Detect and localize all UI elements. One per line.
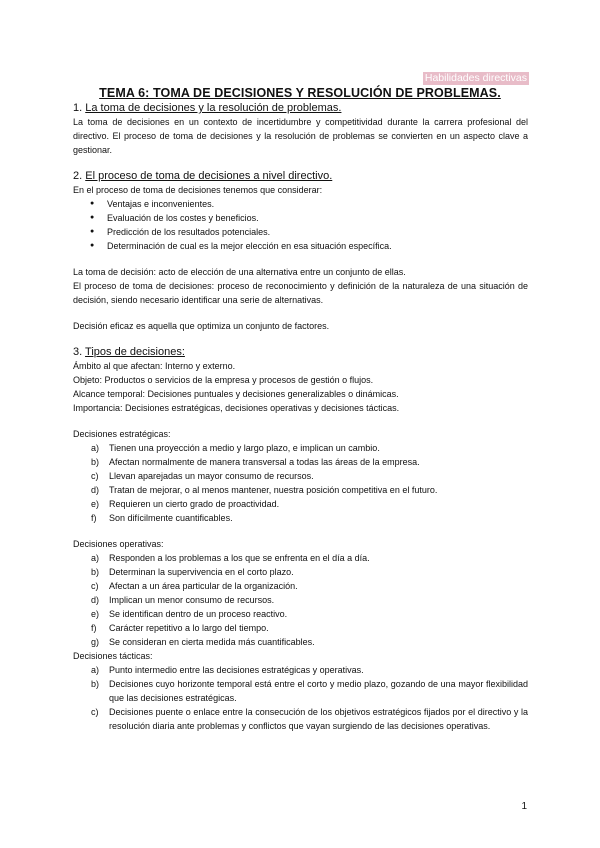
type-line: Alcance temporal: Decisiones puntuales y decisiones generalizables o dinámicas. — [73, 389, 399, 399]
section-1-paragraph: La toma de decisiones en un contexto de incertidumbre y competitividad durante la carrera profesional del directivo. El proceso de toma de decisiones y la resolución de problemas se convierten en un aspecto clave a gestionar. — [73, 117, 528, 155]
tactical-heading: Decisiones tácticas: — [73, 651, 153, 661]
section-number: 1. — [73, 102, 86, 114]
list-item: ● Evaluación de los costes y beneficios. — [90, 211, 528, 225]
list-item: a) Tienen una proyección a medio y largo plazo, e implican un cambio. — [91, 443, 380, 453]
section-title: Tipos de decisiones: — [85, 346, 185, 358]
operative-heading: Decisiones operativas: — [73, 539, 164, 549]
list-item: e) Requieren un cierto grado de proactividad. — [91, 499, 280, 509]
list-item: c) Llevan aparejadas un mayor consumo de recursos. — [91, 471, 314, 481]
section-title: El proceso de toma de decisiones a nivel directivo. — [85, 170, 333, 182]
list-item: b) Decisiones cuyo horizonte temporal está entre el corto y medio plazo, gozando de una mayor flexibilidad que las decisiones estratégicas. — [91, 679, 528, 703]
section-1-heading — [73, 101, 528, 115]
subject-tag: Habilidades directivas — [424, 72, 527, 84]
list-item: e) Se identifican dentro de un proceso reactivo. — [91, 609, 288, 619]
definition-decision: La toma de decisión: acto de elección de una alternativa entre un conjunto de ellas. — [73, 267, 406, 277]
list-item: g) Se consideran en cierta medida más cuantificables. — [91, 637, 315, 647]
list-item: f) Son difícilmente cuantificables. — [91, 513, 233, 523]
tactical-list — [73, 663, 528, 733]
list-item: ● Determinación de cual es la mejor elección en esa situación específica. — [90, 239, 528, 253]
section-number: 3. — [73, 346, 86, 358]
section-2-intro: En el proceso de toma de decisiones tenemos que considerar: — [73, 185, 323, 195]
definition-process: El proceso de toma de decisiones: proceso de reconocimiento y definición de la naturaleza de una situación de decisión, siendo necesario identificar una serie de alternativas. — [73, 281, 528, 305]
section-3-heading — [73, 345, 528, 359]
list-item: c) Decisiones puente o enlace entre la consecución de los objetivos estratégicos fijados por el directivo y la resolución diaria ante problemas y conflictos que vayan surgiendo de las decisiones operativas. — [91, 707, 528, 731]
list-item: d) Tratan de mejorar, o al menos mantener, nuestra posición competitiva en el futuro. — [91, 485, 438, 495]
list-item: ● Predicción de los resultados potenciales. — [90, 225, 528, 239]
document-title: TEMA 6: TOMA DE DECISIONES Y RESOLUCIÓN DE PROBLEMAS. — [99, 86, 501, 100]
strategic-list — [73, 441, 528, 525]
section-number: 2. — [73, 170, 86, 182]
list-item: d) Implican un menor consumo de recursos. — [91, 595, 275, 605]
list-item: a) Punto intermedio entre las decisiones estratégicas y operativas. — [91, 665, 364, 675]
list-item: b) Afectan normalmente de manera transversal a todas las áreas de la empresa. — [91, 457, 420, 467]
page-number: 1 — [521, 801, 527, 812]
list-item: c) Afectan a un área particular de la organización. — [91, 581, 298, 591]
list-item: ● Ventajas e inconvenientes. — [90, 197, 528, 211]
definition-effective: Decisión eficaz es aquella que optimiza un conjunto de factores. — [73, 321, 330, 331]
list-item: a) Responden a los problemas a los que se enfrenta en el día a día. — [91, 553, 370, 563]
section-2-heading — [73, 169, 528, 183]
type-line: Ámbito al que afectan: Interno y externo. — [73, 361, 236, 371]
strategic-heading: Decisiones estratégicas: — [73, 429, 171, 439]
type-line: Importancia: Decisiones estratégicas, decisiones operativas y decisiones tácticas. — [73, 403, 400, 413]
list-item: b) Determinan la supervivencia en el corto plazo. — [91, 567, 294, 577]
section-title: La toma de decisiones y la resolución de problemas. — [85, 102, 342, 114]
operative-list — [73, 551, 528, 649]
list-item: f) Carácter repetitivo a lo largo del tiempo. — [91, 623, 269, 633]
document-body — [73, 101, 528, 733]
considerations-list — [73, 197, 528, 253]
type-line: Objeto: Productos o servicios de la empresa y procesos de gestión o flujos. — [73, 375, 374, 385]
